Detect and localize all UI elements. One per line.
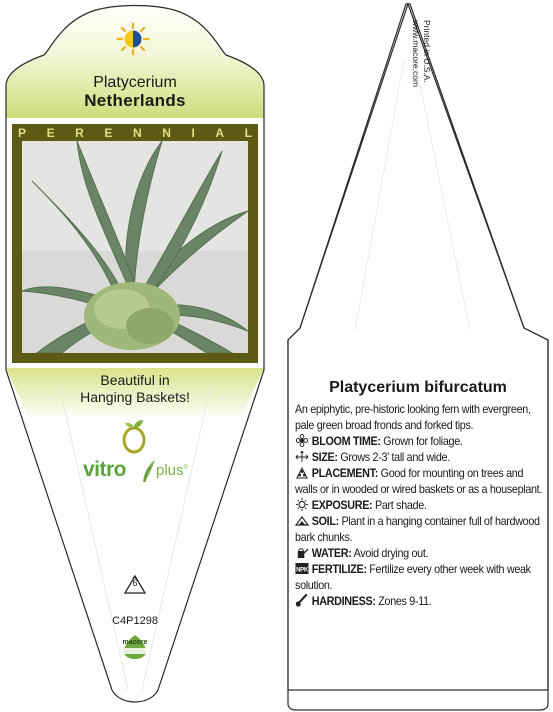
soil-label: SOIL:	[311, 515, 339, 528]
category-letter: R	[75, 125, 84, 140]
printed-note	[411, 20, 442, 100]
care-row-exposure	[295, 498, 544, 514]
care-instructions	[295, 402, 544, 610]
printed-line1: Printed in U.S.A.	[422, 20, 432, 83]
exposure-label: EXPOSURE:	[311, 499, 373, 512]
category-letter: N	[132, 125, 142, 140]
recycle-code: 6	[132, 578, 138, 588]
placement-label: PLACEMENT:	[311, 467, 378, 480]
care-row-water	[295, 546, 544, 562]
bloom-label: BLOOM TIME:	[311, 435, 381, 448]
brand-primary: vitro	[83, 458, 127, 481]
sun-exposure-icon	[295, 498, 309, 511]
size-label: SIZE:	[311, 451, 338, 464]
exposure-text: Part shade.	[374, 499, 427, 512]
common-name-line2: Netherlands	[84, 91, 186, 110]
care-row-bloom	[295, 434, 544, 450]
hardiness-label: HARDINESS:	[311, 595, 376, 608]
size-text: Grows 2-3’ tall and wide.	[340, 451, 450, 464]
fertilize-label: FERTILIZE:	[311, 563, 367, 576]
thermometer-icon	[295, 594, 309, 607]
printed-line2: www.macore.com	[411, 20, 421, 88]
brand-secondary-text: plus	[156, 462, 184, 479]
category-letter: P	[18, 125, 27, 140]
care-row-soil	[295, 514, 544, 546]
care-row-fertilize	[295, 562, 544, 594]
sku-code: C4P1298	[112, 615, 158, 627]
care-row-placement	[295, 466, 544, 498]
fertilize-text: Fertilize every other week with weak solution.	[295, 563, 531, 592]
soil-text: Plant in a hanging container full of hardwood bark chunks.	[295, 515, 540, 544]
placement-text: Good for mounting on trees and walls or in wooded or wired baskets or as a houseplant.	[295, 467, 543, 496]
slogan-line2: Hanging Baskets!	[80, 389, 190, 405]
bloom-text: Grown for foliage.	[383, 435, 463, 448]
size-arrows-icon	[295, 450, 309, 463]
description: An epiphytic, pre-historic looking fern with evergreen, pale green broad fronds and forked tips.	[295, 403, 531, 432]
printed-note-text	[410, 20, 432, 110]
watering-can-icon	[295, 546, 309, 559]
care-row-hardiness	[295, 594, 544, 610]
slogan-line1: Beautiful in	[100, 372, 170, 388]
placement-icon	[295, 466, 309, 479]
category-letter: A	[215, 125, 225, 140]
npk-icon	[295, 562, 309, 575]
water-text: Avoid drying out.	[353, 547, 429, 560]
category-letter: E	[46, 125, 55, 140]
category-letter: I	[191, 125, 195, 140]
category-letter: N	[162, 125, 171, 140]
water-label: WATER:	[311, 547, 352, 560]
hardiness-text: Zones 9-11.	[378, 595, 432, 608]
category-letter: L	[244, 125, 252, 140]
soil-icon	[295, 514, 309, 527]
category-letter: E	[104, 125, 113, 140]
registered-mark: ®	[183, 465, 188, 471]
svg-text:NPK: NPK	[296, 566, 308, 574]
common-name-line1: Platycerium	[93, 74, 177, 91]
care-row-size	[295, 450, 544, 466]
printer-logo-text: macore	[122, 639, 148, 646]
botanical-name: Platycerium bifurcatum	[329, 379, 507, 396]
flower-icon	[295, 434, 309, 447]
